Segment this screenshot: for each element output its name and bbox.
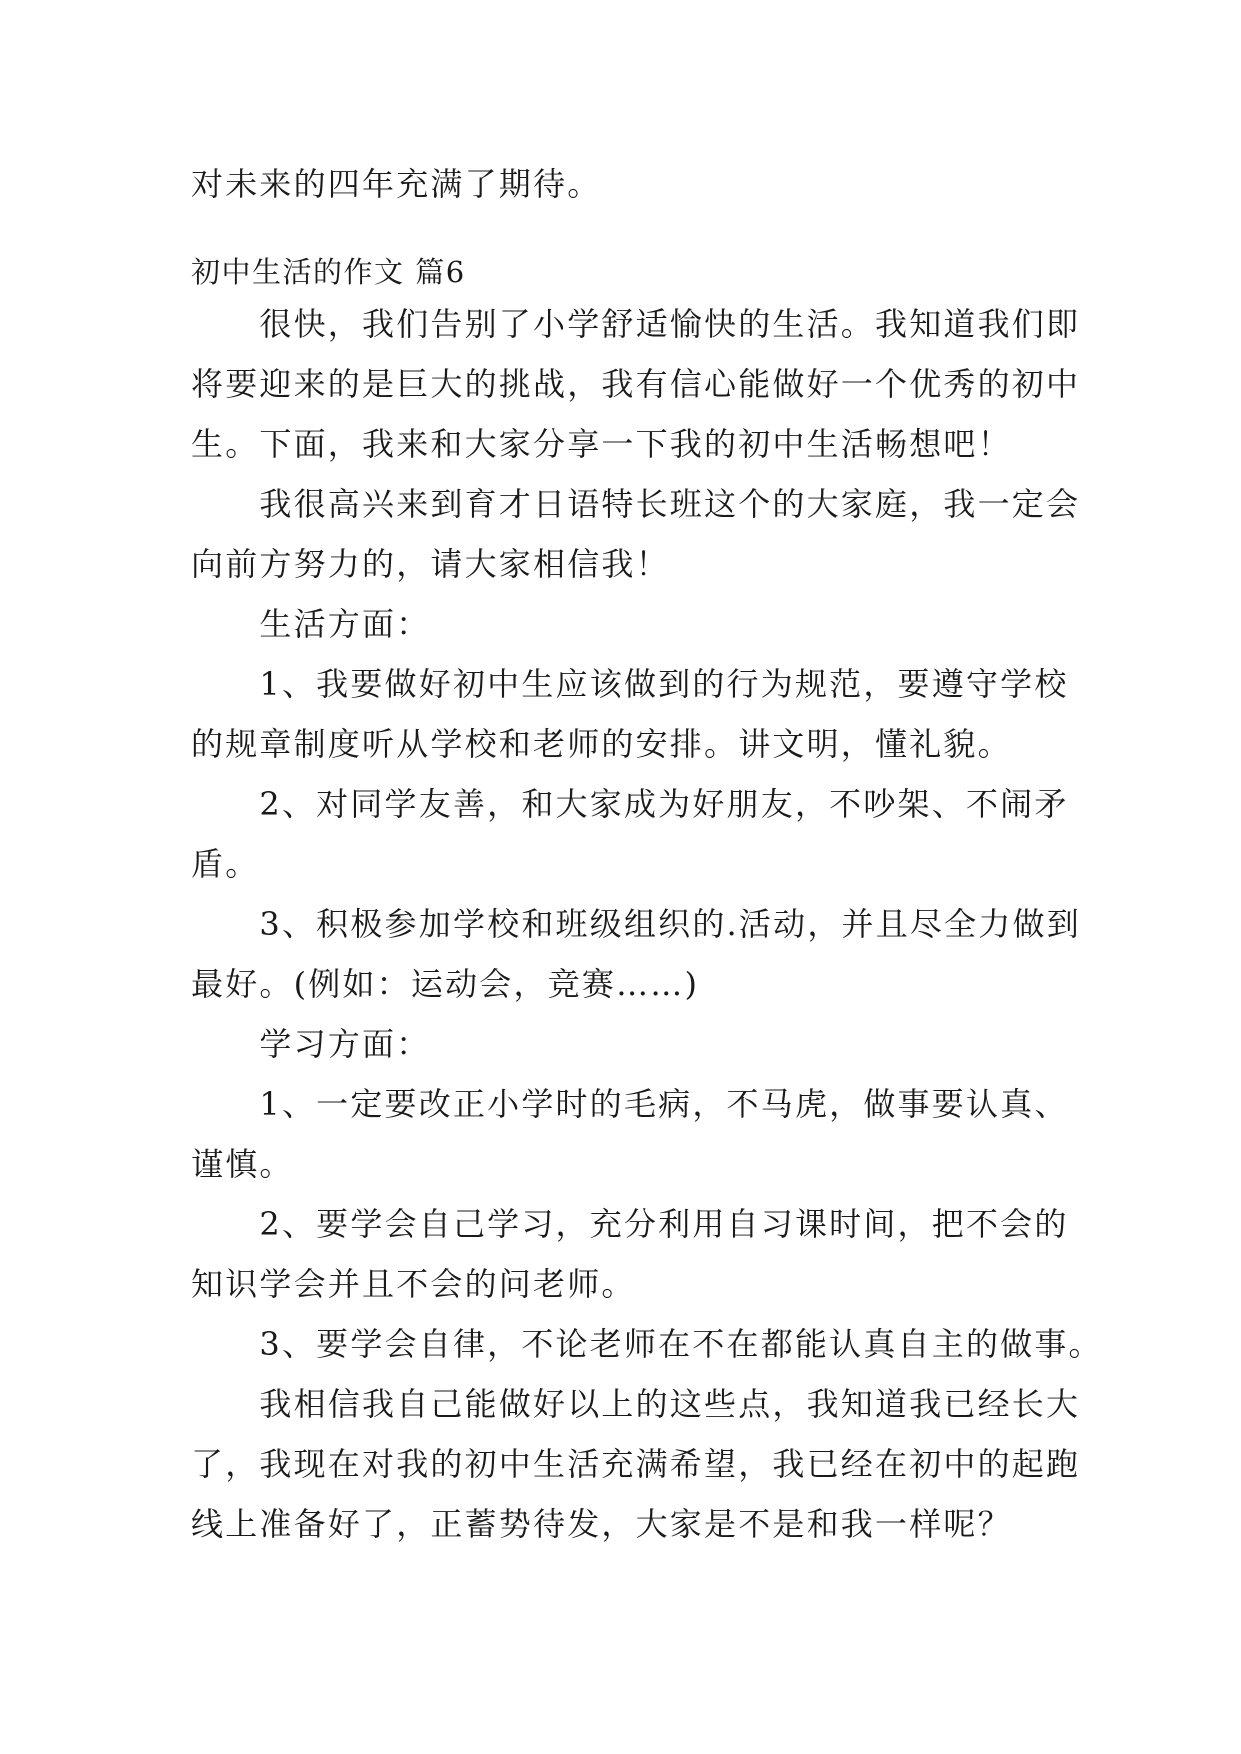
paragraph-line: 最好。(例如：运动会，竞赛……) (191, 965, 700, 1003)
paragraph-line: 知识学会并且不会的问老师。 (191, 1265, 636, 1303)
paragraph-line: 3、要学会自律，不论老师在不在都能认真自主的做事。 (191, 1325, 1103, 1363)
paragraph-line: 生。下面，我来和大家分享一下我的初中生活畅想吧！ (191, 425, 1012, 463)
paragraph-line: 盾。 (191, 845, 260, 883)
paragraph-line: 我很高兴来到育才日语特长班这个的大家庭，我一定会 (191, 485, 1081, 523)
paragraph-line: 很快，我们告别了小学舒适愉快的生活。我知道我们即 (191, 305, 1081, 343)
paragraph-line: 3、积极参加学校和班级组织的.活动，并且尽全力做到 (191, 905, 1081, 943)
paragraph-line: 将要迎来的是巨大的挑战，我有信心能做好一个优秀的初中 (191, 365, 1081, 403)
paragraph-line: 对未来的四年充满了期待。 (191, 165, 602, 203)
paragraph-line: 1、我要做好初中生应该做到的行为规范，要遵守学校 (191, 665, 1069, 703)
paragraph-line: 线上准备好了，正蓄势待发，大家是不是和我一样呢？ (191, 1505, 1012, 1543)
paragraph-line: 向前方努力的，请大家相信我！ (191, 545, 670, 583)
paragraph-line: 学习方面： (191, 1025, 431, 1063)
paragraph-line: 2、要学会自己学习，充分利用自习课时间，把不会的 (191, 1205, 1069, 1243)
section-heading: 初中生活的作文 篇6 (191, 255, 466, 289)
paragraph-line: 我相信我自己能做好以上的这些点，我知道我已经长大 (191, 1385, 1081, 1423)
paragraph-line: 1、一定要改正小学时的毛病，不马虎，做事要认真、 (191, 1085, 1069, 1123)
paragraph-line: 生活方面： (191, 605, 431, 643)
paragraph-line: 谨慎。 (191, 1145, 294, 1183)
paragraph-line: 2、对同学友善，和大家成为好朋友，不吵架、不闹矛 (191, 785, 1069, 823)
paragraph-line: 了，我现在对我的初中生活充满希望，我已经在初中的起跑 (191, 1445, 1081, 1483)
paragraph-line: 的规章制度听从学校和老师的安排。讲文明，懂礼貌。 (191, 725, 1012, 763)
